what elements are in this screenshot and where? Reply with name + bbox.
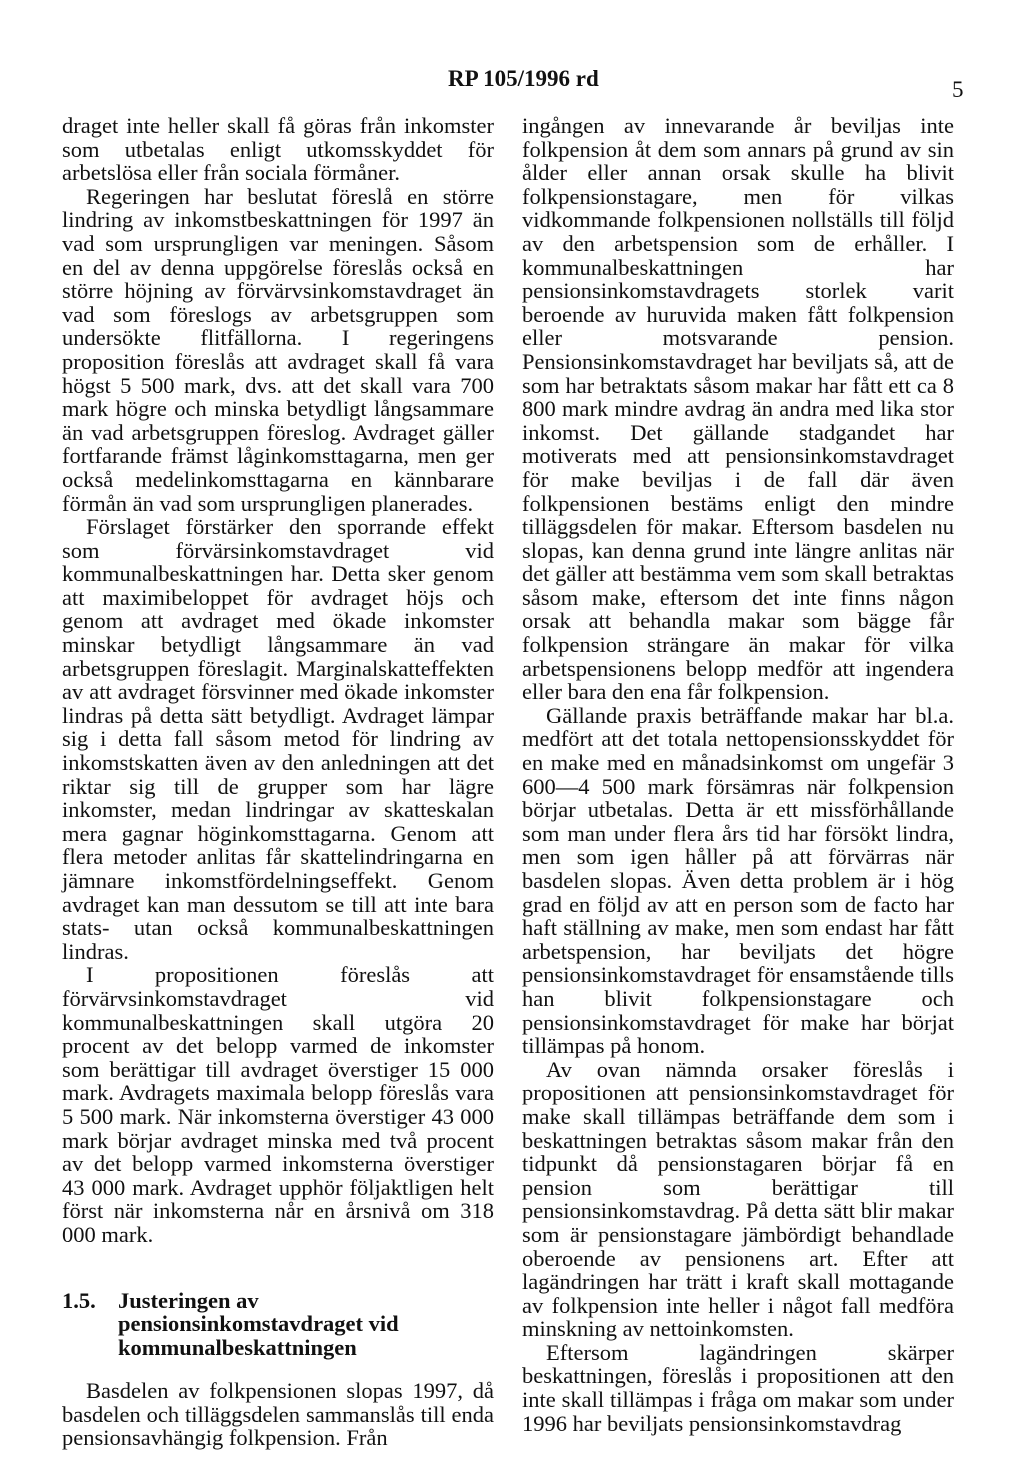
document-title: RP 105/1996 rd bbox=[448, 66, 599, 91]
section-number: 1.5. bbox=[62, 1287, 96, 1313]
section-heading bbox=[62, 1289, 494, 1360]
paragraph: Förslaget förstärker den sporrande effekt som förvärsinkomstavdraget vid kommunalbeskattningen har. Detta sker genom att maximibeloppet för avdraget höjs och genom att avdraget med ökade inkomster minskar betydligt långsammare än vad arbetsgruppen föreslagit. Marginalskatteffekten av att avdraget försvinner med ökade inkomster lindras på detta sätt betydligt. Avdraget lämpar sig i detta fall såsom metod för lindring av inkomstskatten även av den anledningen att det riktar sig till de grupper som har lägre inkomster, medan lindringar av skatteskalan mera gagnar höginkomsttagarna. Genom att flera metoder anlitas får skattelindringarna en jämnare inkomstfördelningseffekt. Genom avdraget kan man dessutom se till att inte bara stats- utan också kommunalbeskattningen lindras. bbox=[62, 514, 494, 964]
paragraph: Regeringen har beslutat föreslå en större lindring av inkomstbeskattningen för 1997 än vad som ursprungligen var meningen. Såsom en del av denna uppgörelse föreslås också en större höjning av förvärvsinkomstavdraget än vad som föreslogs av arbetsgruppen som undersökte flitfällorna. I regeringens proposition föreslås att avdraget skall få vara högst 5 500 mark, dvs. att det skall vara 700 mark högre och minska betydligt långsammare än vad arbetsgruppen föreslog. Avdraget gäller fortfarande främst låginkomsttagarna, men ger också medelinkomsttagarna en kännbarare förmån än vad som ursprungligen planerades. bbox=[62, 183, 494, 516]
page-number: 5 bbox=[952, 77, 964, 102]
paragraph: ingången av innevarande år beviljas inte folkpension åt dem som annars på grund av sin ålder eller annan orsak skulle ha blivit folkpensionstagare, men för vilkas vidkommande folkpensionen nollställs till följd av den arbetspension som de erhåller. I kommunalbeskattningen har pensionsinkomstavdragets storlek varit beroende av huruvida maken fått folkpension eller motsvarande pension. Pensionsinkomstavdraget har beviljats så, att de som har betraktats såsom makar har fått ett ca 8 800 mark mindre avdrag än andra med lika stor inkomst. Det gällande stadgandet har motiverats med att pensionsinkomstavdraget för make beviljas i de fall där även folkpensionen bestäms enligt den mindre tilläggsdelen för makar. Eftersom basdelen nu slopas, kan denna grund inte längre anlitas när det gäller att bestämma vem som skall betraktas såsom make, eftersom det inte finns någon orsak att behandla makar som bägge får folkpension strängare än makar för vilka arbetspensionens belopp medför att ingendera eller bara den ena får folkpension. bbox=[522, 113, 954, 705]
paragraph: Basdelen av folkpensionen slopas 1997, då basdelen och tilläggsdelen sammanslås till enda pensionsavhängig folkpension. Från bbox=[62, 1378, 494, 1451]
paragraph: draget inte heller skall få göras från inkomster som utbetalas enligt utkomsskyddet för arbetslösa eller från sociala förmåner. bbox=[62, 113, 494, 186]
paragraph: I propositionen föreslås att förvärvsinkomstavdraget vid kommunalbeskattningen skall utgöra 20 procent av det belopp varmed de inkomster som berättigar till avdraget överstiger 15 000 mark. Avdragets maximala belopp föreslås vara 5 500 mark. När inkomsterna överstiger 43 000 mark börjar avdraget minska med två procent av det belopp varmed inkomsterna överstiger 43 000 mark. Avdraget upphör följaktligen helt först när inkomsterna når en årsnivå om 318 000 mark. bbox=[62, 962, 494, 1247]
paragraph: Gällande praxis beträffande makar har bl.a. medfört att det totala nettopensionsskyddet för en make med en månadsinkomst om ungefär 3 600—4 500 mark försämras när folkpension börjar utbetalas. Detta är ett missförhållande som man under flera års tid har försökt lindra, men som igen håller på att förvärras när basdelen slopas. Även detta problem är i hög grad en följd av att en person som de facto har haft ställning av make, men som endast har fått arbetspension, har beviljats det högre pensionsinkomstavdraget för ensamstående tills han blivit folkpensionstagare och pensionsinkomstavdraget för make har börjat tillämpas på honom. bbox=[522, 702, 954, 1059]
left-column bbox=[62, 114, 494, 1450]
page-header bbox=[0, 66, 1024, 102]
right-column bbox=[522, 114, 954, 1435]
paragraph: Eftersom lagändringen skärper beskattningen, föreslås i propositionen att den inte skall tillämpas i fråga om makar som under 1996 har beviljats pensionsinkomstavdrag bbox=[522, 1339, 954, 1436]
section-title: Justeringen av pensionsinkomstavdraget vid kommunalbeskattningen bbox=[118, 1287, 399, 1360]
paragraph: Av ovan nämnda orsaker föreslås i propositionen att pensionsinkomstavdraget för make skall tillämpas beträffande dem som i beskattningen betraktas såsom makar från den tidpunkt då pensionstagaren börjar få en pension som berättigar till pensionsinkomstavdrag. På detta sätt blir makar som är pensionstagare jämbördigt behandlade oberoende av pensionens art. Efter att lagändringen har trätt i kraft skall mottagande av folkpension inte heller i något fall medföra minskning av nettoinkomsten. bbox=[522, 1056, 954, 1342]
